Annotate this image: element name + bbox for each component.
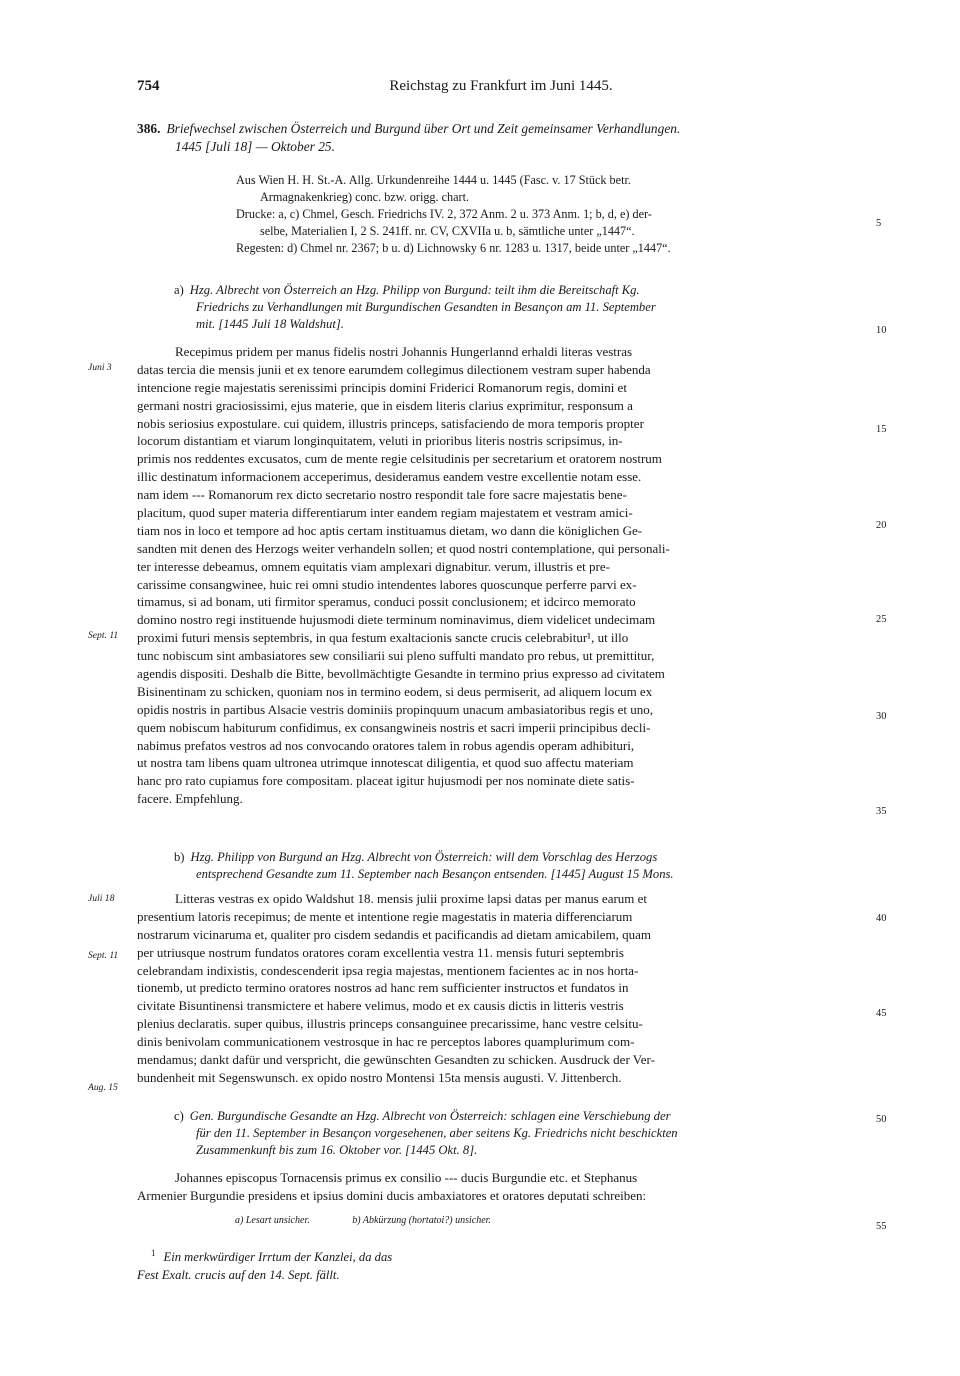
text-line: Recepimus pridem per manus fidelis nostri Johannis Hungerlannd erhaldi literas vestras	[175, 344, 633, 359]
margin-date-note: Juni 3	[88, 362, 112, 373]
text-line: carissime consangwinee, huic rei omni studio intendentes labores quoscunque perferre parvi ex-	[137, 576, 637, 592]
text-line: plenius declaratis. super quibus, illustris princeps consanguinee precarissime, hanc vestre celsitu-	[137, 1016, 643, 1032]
text-line: Johannes episcopus Tornacensis primus ex consilio --- ducis Burgundie etc. et Stephanus	[175, 1170, 638, 1185]
text-line: presentium latoris recepimus; de mente et intentione regie magestatis in materia differenciarum	[137, 908, 633, 924]
section-a-heading	[174, 282, 866, 334]
section-a-heading-line: Friedrichs zu Verhandlungen mit Burgundischen Gesandten in Besançon am 11. September	[196, 300, 656, 315]
text-line: Litteras vestras ex opido Waldshut 18. mensis julii proxime lapsi datas per manus earum et	[175, 891, 648, 906]
text-line: agendis dispositi. Deshalb die Bitte, bevollmächtigte Gesandte in termino prius expresso ad civitatem	[137, 666, 665, 682]
text-line: germani nostri graciosissimi, ejus materie, que in eisdem literis clarius exprimitur, responsum a	[137, 397, 633, 413]
line-number: 5	[876, 218, 882, 229]
line-number: 25	[876, 614, 887, 625]
source-line: Armagnakenkrieg) conc. bzw. origg. chart.	[260, 190, 470, 204]
textual-apparatus	[235, 1215, 531, 1226]
page-header	[137, 78, 865, 98]
margin-date-note: Sept. 11	[88, 950, 119, 961]
section-c-body	[137, 1169, 866, 1205]
page-number: 754	[137, 78, 160, 94]
margin-date-note: Aug. 15	[88, 1082, 118, 1093]
footnote	[137, 1244, 537, 1284]
section-b-heading	[174, 849, 866, 883]
section-c-heading	[174, 1108, 866, 1160]
footnote-marker: 1	[151, 1248, 156, 1258]
title-line-2: 1445 [Juli 18] — Oktober 25.	[175, 139, 335, 154]
apparatus-note-a: a) Lesart unsicher.	[235, 1215, 310, 1226]
text-line: tionemb, ut predicto termino oratores nostros ad hanc rem sufficienter instructos et fundatos in	[137, 980, 629, 996]
document-title	[137, 120, 867, 156]
text-line: ut nostra tam libens quam ultronea utrimque innotescat diligentia, et quod suo affectu materiam	[137, 755, 634, 771]
regest-line: Regesten: d) Chmel nr. 2367; b u. d) Lichnowsky 6 nr. 1283 u. 1317, beide unter „1447“.	[236, 241, 671, 255]
text-line: civitate Bisuntinensi transmictere et habere velimus, modo et ex causis dictis in litteris vestris	[137, 998, 624, 1014]
text-line: dinis benivolam communicationem vestrosque in hac re perceptos labores quamplurimum com-	[137, 1034, 635, 1050]
section-c-heading-line: Gen. Burgundische Gesandte an Hzg. Albrecht von Österreich: schlagen eine Verschiebung der	[189, 1109, 671, 1123]
text-line: sandten mit denen des Herzogs weiter verhandeln sollen; et quod nostri contemplatione, qui personali-	[137, 540, 670, 556]
document-number: 386.	[137, 121, 161, 136]
print-line: selbe, Materialien I, 2 S. 241ff. nr. CV, CXVIIa u. b, sämtliche unter „1447“.	[260, 224, 635, 238]
text-line: ter interesse debeamus, omnem equitatis viam amplexari dignabitur. verum, illustris et pre-	[137, 558, 610, 574]
text-line: nam idem --- Romanorum rex dicto secretario nostro respondit tale fore sacre majestatis bene-	[137, 487, 627, 503]
section-b-tag: b)	[174, 850, 185, 864]
text-line: domino nostro regi instituende hujusmodi diete terminum nominavimus, diem videlicet undecimam	[137, 612, 656, 628]
margin-date-note: Juli 18	[88, 893, 115, 904]
section-b-heading-line: Hzg. Philipp von Burgund an Hzg. Albrecht von Österreich: will dem Vorschlag des Herzogs	[190, 850, 658, 864]
text-line: quem nobiscum habiturum confidimus, ex consangwineis nostris et sacri imperii principibus decli-	[137, 719, 651, 735]
section-a-tag: a)	[174, 283, 184, 297]
print-line: Drucke: a, c) Chmel, Gesch. Friedrichs IV. 2, 372 Anm. 2 u. 373 Anm. 1; b, d, e) der-	[236, 207, 652, 221]
source-notes	[236, 172, 864, 257]
margin-date-note: Sept. 11	[88, 630, 119, 641]
text-line: celebrandam indixistis, condescenderit ipsa regia majestas, mentionem facientes ac in nos horta-	[137, 962, 639, 978]
text-line: intencione regie majestatis serenissimi principis domini Friderici Romanorum regis, domini et	[137, 379, 627, 395]
section-b-body	[137, 890, 866, 1087]
text-line: opidis nostris in partibus Alsacie vestris dominiis propinquum unacum ambasiatoribus regis et uno,	[137, 701, 653, 717]
section-a-heading-line: mit. [1445 Juli 18 Waldshut].	[196, 317, 344, 332]
section-a-heading-line: Hzg. Albrecht von Österreich an Hzg. Philipp von Burgund: teilt ihm die Bereitschaft Kg.	[189, 283, 640, 297]
text-line: bundenheit mit Segenswunsch. ex opido nostro Montensi 15ta mensis augusti. V. Jittenberch.	[137, 1069, 622, 1085]
text-line: tiam nos in loco et tempore ad hoc aptis certam instituamus dietam, wo dann die königlichen Ge-	[137, 522, 643, 538]
section-c-heading-line: Zusammenkunft bis zum 16. Oktober vor. [1445 Okt. 8].	[196, 1143, 478, 1158]
text-line: timamus, si ad bonam, uti firmitor speramus, conduci possit conclusionem; et idcirco memorato	[137, 594, 636, 610]
footnote-line: Ein merkwürdiger Irrtum der Kanzlei, da das	[163, 1250, 393, 1265]
line-number: 15	[876, 424, 887, 435]
title-line-1: Briefwechsel zwischen Österreich und Burgund über Ort und Zeit gemeinsamer Verhandlungen.	[166, 121, 681, 136]
text-line: Armenier Burgundie presidens et ipsius domini ducis ambaxiatores et oratores deputati schreiben:	[137, 1187, 647, 1203]
line-number: 45	[876, 1008, 887, 1019]
text-line: per utriusque nostrum fundatos oratores coram excellentia vestra 11. mensis futuri septembris	[137, 944, 624, 960]
line-number: 55	[876, 1221, 887, 1232]
line-number: 40	[876, 913, 887, 924]
text-line: facere. Empfehlung.	[137, 791, 243, 807]
text-line: primis nos reddentes excusatos, cum de mente regie celsitudinis per secretarium et oratorem nostrum	[137, 451, 662, 467]
text-line: nobis seriosius expostulare. cui quidem, illustris princeps, satisfaciendo de mora temporis propter	[137, 415, 644, 431]
text-line: hanc pro rato cupiamus fore compositam. placeat igitur hujusmodi per nos nominate diete satis-	[137, 773, 635, 789]
running-head: Reichstag zu Frankfurt im Juni 1445.	[389, 78, 613, 94]
text-line: tunc nobiscum sint ambasiatores sew consiliarii sui pleno suffulti mandato pro rebus, ut premittitur,	[137, 648, 655, 664]
text-line: mendamus; dankt dafür und verspricht, die gewünschten Gesandten zu schicken. Ausdruck der Ver-	[137, 1052, 655, 1068]
text-line: placitum, quod super materia differentiarum inter eandem regiam majestatem et vestram amici-	[137, 505, 633, 521]
line-number: 35	[876, 806, 887, 817]
footnote-line: Fest Exalt. crucis auf den 14. Sept. fällt.	[137, 1268, 340, 1283]
text-line: nostrarum vicinaruma et, qualiter pro cisdem sedandis et pacificandis ad dietam amicabilem, quam	[137, 926, 652, 942]
text-line: Bisinentinam zu schicken, quoniam nos in termino eodem, si deus permiserit, ad aliquem locum ex	[137, 683, 653, 699]
section-c-tag: c)	[174, 1109, 184, 1123]
source-line: Aus Wien H. H. St.-A. Allg. Urkundenreihe 1444 u. 1445 (Fasc. v. 17 Stück betr.	[236, 173, 631, 187]
text-line: nabimus prefatos vestros ad nos convocando oratores talem in robus agendis operam adhibituri,	[137, 737, 635, 753]
text-line: illic destinatum informacionem acceperimus, desideramus eandem vestre excellentie notam esse.	[137, 469, 642, 485]
text-line: datas tercia die mensis junii et ex tenore earumdem collegimus dilectionem vestram super habenda	[137, 361, 651, 377]
text-line: locorum distantiam et viarum longinquitatem, veluti in prioribus literis nostris scripsimus, in-	[137, 433, 623, 449]
section-a-body	[137, 343, 866, 808]
section-c-heading-line: für den 11. September in Besançon vorgesehenen, aber seitens Kg. Friedrichs nicht beschickten	[196, 1126, 678, 1141]
section-b-heading-line: entsprechend Gesandte zum 11. September nach Besançon entsenden. [1445] August 15 Mons.	[196, 867, 674, 882]
apparatus-note-b: b) Abkürzung (hortatoi?) unsicher.	[352, 1215, 491, 1226]
line-number: 30	[876, 711, 887, 722]
text-line: proximi futuri mensis septembris, in qua festum exaltacionis sancte crucis celebrabitur¹, ut illo	[137, 630, 629, 646]
line-number: 10	[876, 325, 887, 336]
line-number: 50	[876, 1114, 887, 1125]
line-number: 20	[876, 520, 887, 531]
